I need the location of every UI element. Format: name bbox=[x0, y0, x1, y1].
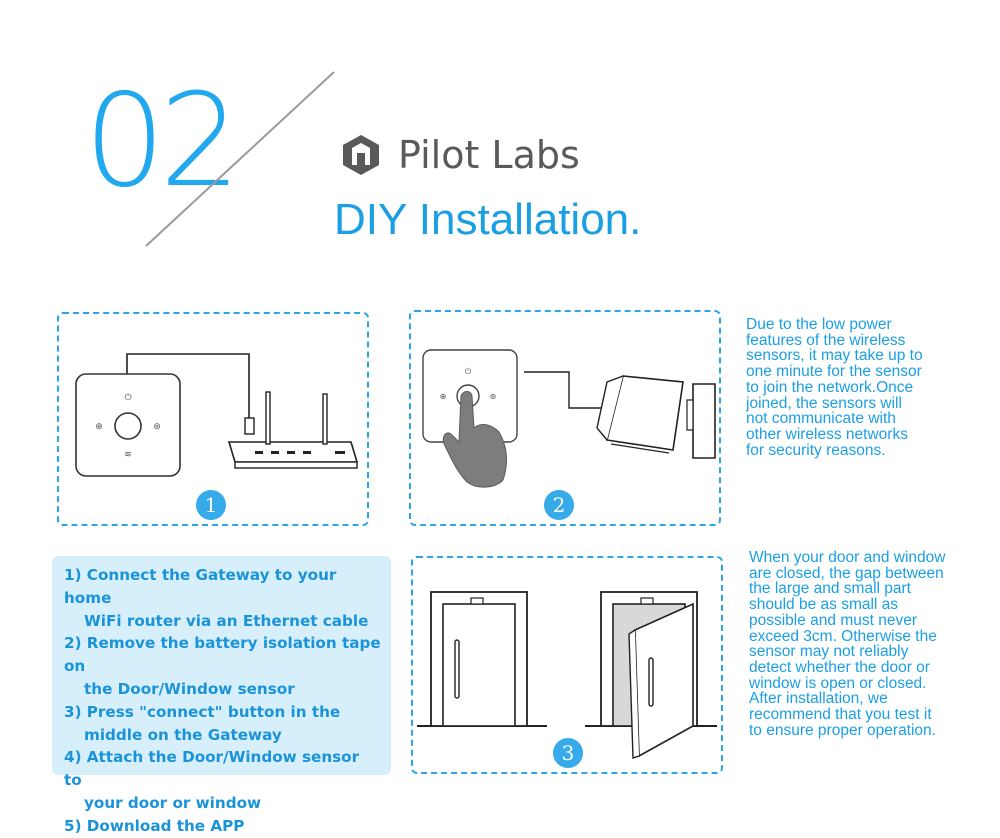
step-text-continued: middle on the Gateway bbox=[84, 725, 282, 744]
step-badge-3: 3 bbox=[553, 738, 583, 768]
network-note-line: one minute for the sensor bbox=[746, 363, 922, 381]
panel-step-2 bbox=[409, 310, 721, 526]
svg-text:≋: ≋ bbox=[124, 450, 132, 460]
network-note-line: features of the wireless bbox=[746, 331, 906, 349]
step-badge-1: 1 bbox=[196, 490, 226, 520]
brand-name: Pilot Labs bbox=[398, 133, 580, 177]
svg-text:⊛: ⊛ bbox=[489, 392, 497, 401]
gap-note-line: to ensure proper operation. bbox=[749, 721, 936, 739]
step-text-continued: WiFi router via an Ethernet cable bbox=[84, 611, 369, 630]
gap-note-line: When your door and window bbox=[749, 549, 946, 566]
gap-note-line: sensor may not reliably bbox=[749, 643, 909, 661]
installation-steps bbox=[52, 556, 391, 835]
gap-note-line: possible and must never bbox=[749, 611, 918, 629]
step-text: 5) Download the APP bbox=[64, 816, 245, 835]
step-item bbox=[64, 746, 381, 814]
svg-text:⊕: ⊕ bbox=[439, 392, 447, 401]
svg-text:⊕: ⊕ bbox=[95, 422, 103, 432]
svg-text:⊛: ⊛ bbox=[153, 422, 161, 432]
step-item bbox=[64, 701, 381, 747]
gap-note-line: recommend that you test it bbox=[749, 706, 932, 724]
gap-note bbox=[749, 550, 989, 738]
network-note-line: joined, the sensors will bbox=[746, 394, 902, 412]
step-text-continued: your door or window bbox=[84, 793, 262, 812]
network-note-line: sensors, it may take up to bbox=[746, 347, 923, 365]
step-item bbox=[64, 815, 381, 838]
svg-text:⏻: ⏻ bbox=[124, 393, 132, 403]
gap-note-line: the large and small part bbox=[749, 580, 911, 598]
network-note-line: to join the network.Once bbox=[746, 378, 914, 396]
gap-note-line: are closed, the gap between bbox=[749, 564, 944, 582]
network-note-line: other wireless networks bbox=[746, 425, 908, 443]
gap-note-line: detect whether the door or bbox=[749, 658, 930, 676]
network-note-line: for security reasons. bbox=[746, 441, 886, 459]
panel-step-1 bbox=[57, 312, 369, 526]
step-text-continued: the Door/Window sensor bbox=[84, 679, 295, 698]
gap-note-line: window is open or closed. bbox=[749, 674, 927, 692]
pilot-labs-logo-icon bbox=[338, 132, 384, 178]
header-divider bbox=[140, 68, 340, 250]
step-text: 1) Connect the Gateway to your home bbox=[64, 566, 337, 607]
gap-note-line: After installation, we bbox=[749, 690, 888, 708]
network-note bbox=[746, 317, 986, 458]
section-number-text: 02 bbox=[84, 67, 235, 216]
network-note-line: Due to the low power bbox=[746, 316, 892, 333]
step-text: 2) Remove the battery isolation tape on bbox=[64, 634, 381, 676]
step-item bbox=[64, 564, 381, 632]
step-text: 4) Attach the Door/Window sensor to bbox=[64, 748, 360, 790]
step-text: 3) Press "connect" button in the bbox=[64, 702, 341, 721]
step-item bbox=[64, 632, 381, 700]
panel-step-3 bbox=[411, 556, 723, 774]
brand bbox=[338, 132, 580, 178]
svg-text:⏻: ⏻ bbox=[464, 367, 472, 376]
step-badge-2: 2 bbox=[544, 490, 574, 520]
gap-note-line: exceed 3cm. Otherwise the bbox=[749, 627, 937, 645]
gap-note-line: should be as small as bbox=[749, 596, 899, 614]
page-title: DIY Installation. bbox=[334, 195, 642, 244]
network-note-line: not communicate with bbox=[746, 410, 896, 428]
